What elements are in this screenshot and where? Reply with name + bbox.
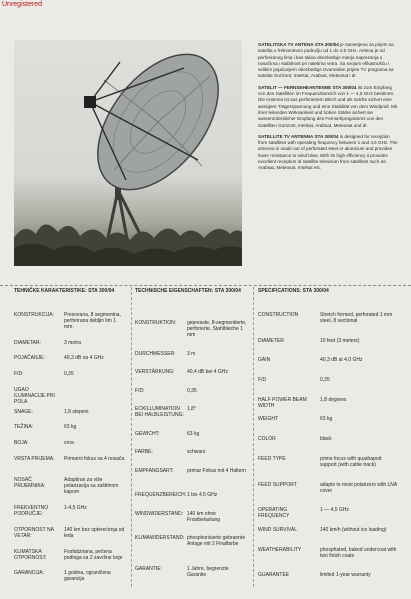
- spec-value: 40,3 dB at 4,0 GHz: [320, 357, 363, 364]
- spec-label: DIAMETER: [258, 337, 284, 344]
- spec-label: NOSAČ PRIJEMNIKA:: [14, 477, 46, 490]
- spec-label: FEED TYPE: [258, 455, 286, 462]
- spec-value: 1,8 stepeni: [64, 408, 89, 415]
- spec-label: EMPFANGSART:: [135, 467, 174, 474]
- spec-label: DIAMETAR:: [14, 339, 41, 346]
- spec-label: WINDWIDERSTAND:: [135, 510, 183, 517]
- spec-label: FREQUENZBEREICH:: [135, 492, 187, 498]
- spec-label: TEŽINA:: [14, 424, 34, 431]
- intro-text-block: [258, 42, 398, 177]
- spec-table-serbian: [14, 312, 128, 592]
- spec-label: KONSTRUKCIJA:: [14, 312, 55, 318]
- spec-value: 1,8 degrees: [320, 396, 347, 403]
- spec-value: 1,8°: [187, 406, 196, 412]
- spec-label: DURCHMESSER:: [135, 350, 176, 357]
- spec-value: 3 metra: [64, 339, 81, 346]
- spec-label: KLIMAWIDERSTAND:: [135, 535, 185, 541]
- spec-label: F/D:: [135, 387, 145, 394]
- spec-label: GARANCIJA:: [14, 570, 45, 577]
- column-heading-serbian: TEHNIČKE KARAKTERISTIKE: STA 300/04: [14, 288, 115, 294]
- spec-value: 0,35: [64, 371, 74, 378]
- spec-value: Presovana, 8 segmentna, perforirana debljin lim 1 mm.: [64, 312, 121, 330]
- watermark-text: Unregistered: [2, 1, 43, 8]
- spec-table-english: [258, 312, 400, 592]
- spec-value: Stretch formed, perforated 1 mm steel, 8 sectional: [320, 312, 393, 324]
- spec-label: SNAGE:: [14, 408, 33, 415]
- intro-text: ist zum Empfang von den Satelliten im Frequenzbereich von 1 — 4,5 GHz bestimmt. Die Antenne ist aus perforiertem Blech und als solche sichert eine wenigere Trägerspannung und eine Stabilität von dem Windprall. Mit ihrer leitenden Wirksamkeit und hohen Stärke sichert sie ausserordentlicher Empfang des Fernsehprogramms von den Satelliten Gorizont, Intelsat, Arabsat, Meteosat und dr.: [258, 84, 398, 128]
- spec-value: 1 Jahre, begrenzte Garantie: [187, 565, 229, 578]
- spec-label: CONSTRUCTION: [258, 312, 299, 318]
- spec-value: 63 kg: [64, 424, 77, 431]
- spec-label: FREKVENTNO PODRUČJE:: [14, 505, 49, 518]
- spec-value: limited 1-year warranty: [320, 572, 371, 579]
- spec-label: F/D:: [14, 371, 24, 378]
- spec-label: FARBE:: [135, 449, 153, 455]
- spec-value: black: [320, 436, 332, 443]
- spec-label: POJAČANJE:: [14, 355, 45, 362]
- spec-label: VERSTÄRKUNG:: [135, 369, 175, 375]
- spec-label: VRSTA PRIJEMA:: [14, 455, 55, 462]
- spec-value: Primarni fokus sa 4 nosača: [64, 455, 125, 462]
- spec-label: OTPORNOST NA VETAR:: [14, 526, 54, 539]
- spec-value: 10 feet (3 meters): [320, 337, 360, 344]
- section-divider: [0, 285, 411, 286]
- spec-label: WIND SURVIVAL: [258, 526, 297, 533]
- spec-label: F/D: [258, 377, 267, 384]
- spec-label: OPERATING FREQUENCY: [258, 507, 290, 520]
- spec-label: WEIGHT: [258, 416, 278, 423]
- spec-label: GARANTIE:: [135, 565, 162, 572]
- spec-value: 0,35: [320, 377, 330, 384]
- spec-value: 1 bis 4,5 GHz: [187, 492, 218, 498]
- column-divider: [253, 287, 254, 587]
- intro-paragraph-german: [258, 85, 398, 129]
- spec-label: BOJA:: [14, 440, 29, 446]
- spec-label: UGAO ILUMINACIJE PRI POLA: [14, 386, 55, 405]
- spec-label: GEWICHT:: [135, 430, 160, 437]
- spec-label: HALF POWER BEAM WIDTH: [258, 396, 307, 409]
- column-divider: [131, 287, 132, 587]
- spec-label: COLOR: [258, 436, 276, 443]
- spec-label: KONSTRUKTION:: [135, 320, 177, 326]
- spec-value: 3 m: [187, 350, 196, 357]
- spec-value: 140 km ohne Frostbelastung: [187, 510, 221, 523]
- spec-value: phosphated, baked undercoat with two finish coats: [320, 546, 397, 559]
- spec-value: 0,35: [187, 387, 197, 394]
- spec-table-german: [135, 320, 249, 590]
- spec-value: Fosfatizirana, pečena podloga sa 2 završne boje: [64, 548, 123, 561]
- spec-value: crna: [64, 440, 74, 446]
- spec-label: WEATHERABILITY: [258, 546, 302, 553]
- vegetation-foreground: [14, 208, 242, 266]
- spec-value: gepresste, 8-segmentierte, perforierte, Stahlbleche 1 mm: [187, 320, 247, 338]
- column-heading-german: TECHNISCHE EIGENSCHAFTEN: STA 300/04: [135, 288, 241, 294]
- intro-paragraph-english: [258, 134, 398, 172]
- spec-value: primar Fokus mit 4 Haltern: [187, 467, 246, 474]
- intro-text: je namenjena za prijem sa satelita u frekventnom području od 1 do 4,5 GHz. Antena je od perforiranog lima i kao takva obezbeđuje manja naprezanja u nosačima i stabilnost pri naletima vetra. Sa svojom efikasnošću i velikim pojačanjem obezbeđuje izvanreden prijem TV programa sa satelita Gorizont, Intelsat, Arabsat, Meteosat i dr.: [258, 42, 394, 79]
- spec-value: 1 — 4,5 GHz: [320, 507, 349, 514]
- satellite-dish-photo: [14, 40, 242, 266]
- spec-value: adapts to most polarizers with LNA cover: [320, 481, 397, 494]
- intro-heading: SATELITSKA TV ANTENA STA 300/04: [258, 42, 339, 47]
- intro-heading: SATELLITE TV ANTENNA STA 300/04: [258, 133, 339, 139]
- spec-value: 140 km bez opterećenja od leda: [64, 526, 125, 539]
- spec-label: GAIN: [258, 357, 271, 364]
- spec-value: 40,3 dB na 4 GHz: [64, 355, 104, 362]
- spec-value: 63 kg: [320, 416, 333, 423]
- spec-value: schwarz: [187, 449, 206, 455]
- spec-value: phosphorisierte gebrannte Anlage mit 2 Finalfarbe: [187, 535, 246, 547]
- intro-paragraph-serbian: [258, 42, 398, 80]
- spec-value: 140 km/h (without ice loading): [320, 526, 387, 533]
- spec-value: 1-4,5 GHz: [64, 505, 87, 512]
- spec-label: KLIMATSKA OTPORNOST:: [14, 548, 47, 561]
- column-heading-english: SPECIFICATIONS: STA 300/04: [258, 288, 329, 294]
- intro-heading: SATELIT — FERNSEHEANTENNE STA 300/04: [258, 84, 357, 90]
- intro-text: is designed for reception from satellites with operating frequency between 1 and 4,5 GHz. The antenna is made out of perforated steel or aluminum and provides lower resistance to wind blow. With its high efficiency it provides excellent reception of satellite television from satellites such as: Arabsat, Meteosat, Intelsat etc.: [258, 133, 398, 171]
- spec-label: FEED SUPPORT: [258, 481, 297, 488]
- spec-value: 1 godina, ograničena garancija: [64, 570, 111, 583]
- spec-value: 63 kg: [187, 430, 200, 437]
- spec-value: Adaptiran za više polarizacija sa zaštitnom kapom: [64, 477, 119, 496]
- spec-label: ECKILLUMINATION BEI HALBLEISTUNG:: [135, 406, 184, 418]
- spec-label: GUARANTEE: [258, 572, 290, 579]
- spec-value: 40,4 dB bei 4 GHz: [187, 369, 228, 375]
- spec-value: prime focus with quadrapod support (with cable track): [320, 455, 382, 468]
